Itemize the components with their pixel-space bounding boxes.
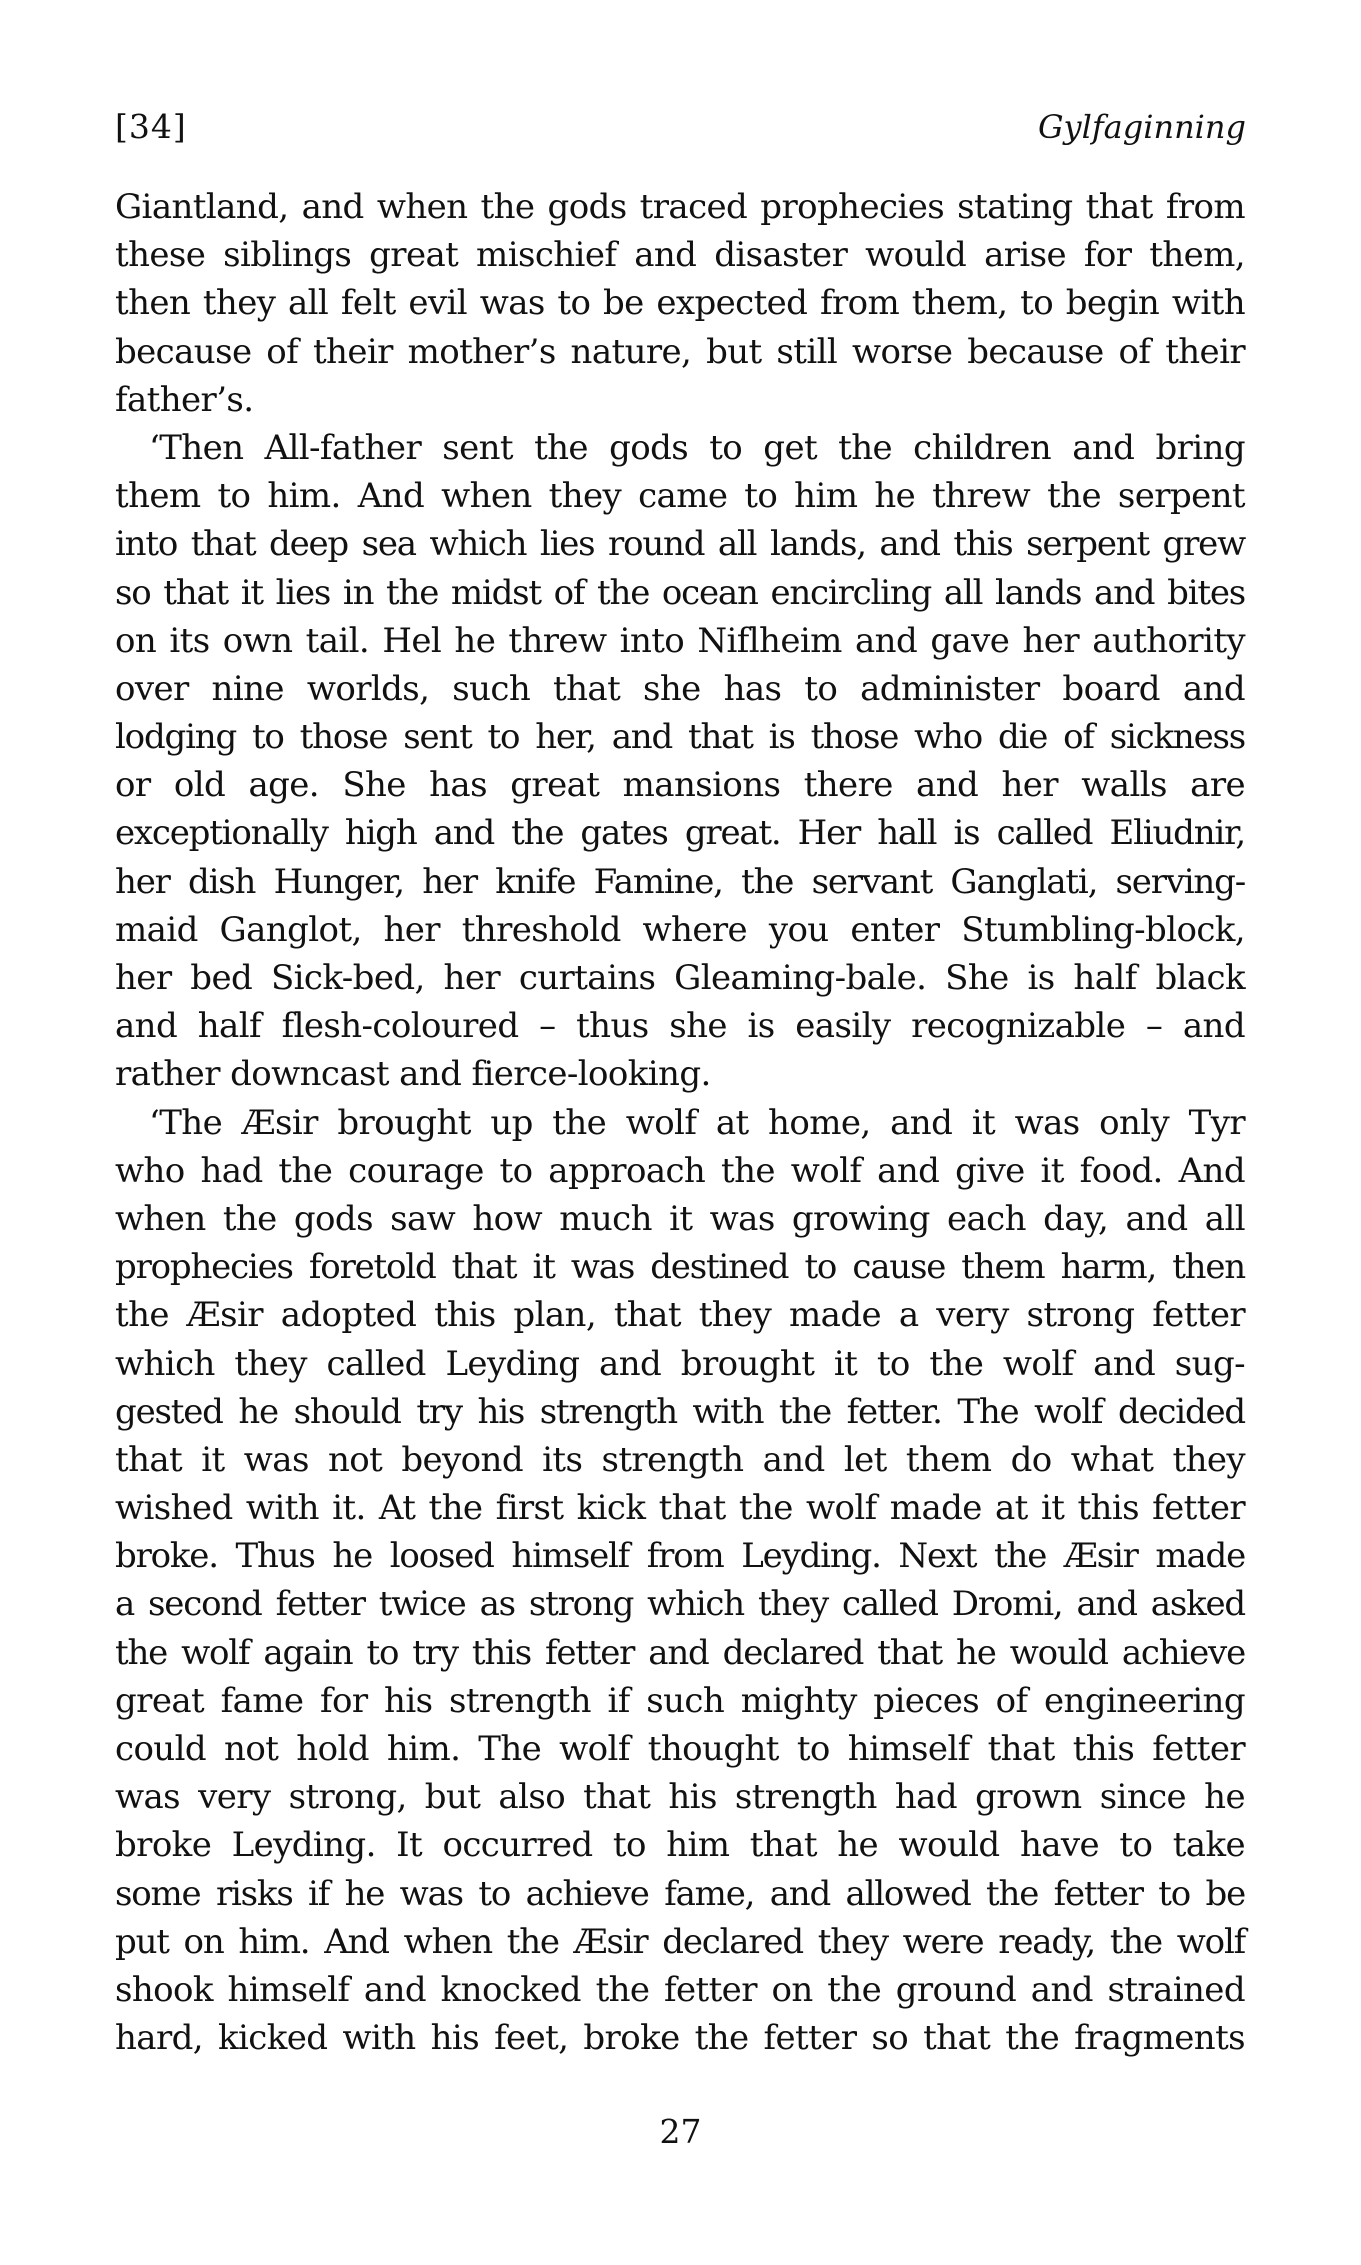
- text-line: and half flesh-coloured – thus she is easily recognizable – and: [115, 1006, 1245, 1047]
- text-line: her dish Hunger, her knife Famine, the servant Ganglati, serving-: [115, 861, 1245, 902]
- text-line: which they called Leyding and brought it to the wolf and sug-: [115, 1343, 1245, 1384]
- text-line: them to him. And when they came to him he threw the serpent: [115, 476, 1245, 517]
- page-number: 27: [659, 2112, 702, 2151]
- text-line: her bed Sick-bed, her curtains Gleaming-bale. She is half black: [115, 958, 1245, 998]
- text-line: gested he should try his strength with the fetter. The wolf decided: [115, 1391, 1245, 1432]
- body-text: [115, 183, 1245, 2062]
- text-line: shook himself and knocked the fetter on the ground and strained: [115, 1969, 1245, 2010]
- text-line: on its own tail. Hel he threw into Niflheim and gave her authority: [115, 620, 1245, 661]
- text-line: who had the courage to approach the wolf and give it food. And: [115, 1150, 1245, 1191]
- paragraph: [115, 1099, 1245, 2063]
- text-line: maid Ganglot, her threshold where you enter Stumbling-block,: [115, 909, 1245, 950]
- text-line: put on him. And when the Æsir declared they were ready, the wolf: [115, 1921, 1245, 1962]
- text-line: because of their mother’s nature, but still worse because of their: [115, 331, 1245, 372]
- text-line: the wolf again to try this fetter and declared that he would achieve: [115, 1632, 1245, 1673]
- folio-reference: [34]: [115, 107, 187, 146]
- text-line: broke. Thus he loosed himself from Leyding. Next the Æsir made: [115, 1536, 1245, 1577]
- text-line: Giantland, and when the gods traced prophecies stating that from: [115, 187, 1245, 227]
- text-line: exceptionally high and the gates great. Her hall is called Eliudnir,: [115, 813, 1245, 854]
- text-line: over nine worlds, such that she has to administer board and: [115, 668, 1245, 709]
- text-line: a second fetter twice as strong which they called Dromi, and asked: [115, 1584, 1245, 1625]
- paragraph: [115, 183, 1245, 424]
- text-line: ‘Then All-father sent the gods to get the children and bring: [149, 427, 1245, 468]
- text-line: some risks if he was to achieve fame, and allowed the fetter to be: [115, 1873, 1245, 1914]
- text-line: or old age. She has great mansions there and her walls are: [115, 765, 1245, 806]
- text-line: lodging to those sent to her, and that is those who die of sickness: [115, 717, 1245, 758]
- text-line: great fame for his strength if such mighty pieces of engineering: [115, 1680, 1245, 1721]
- text-line: hard, kicked with his feet, broke the fetter so that the fragments: [115, 2018, 1245, 2059]
- text-line: was very strong, but also that his strength had grown since he: [115, 1777, 1245, 1818]
- paragraph: [115, 424, 1245, 1099]
- text-line: these siblings great mischief and disaster would arise for them,: [115, 235, 1245, 276]
- running-title: Gylfaginning: [1037, 108, 1246, 146]
- text-line: broke Leyding. It occurred to him that he would have to take: [115, 1825, 1245, 1866]
- text-line: could not hold him. The wolf thought to himself that this fetter: [115, 1729, 1245, 1769]
- text-line: the Æsir adopted this plan, that they made a very strong fetter: [115, 1295, 1245, 1336]
- text-line: rather downcast and fierce-looking.: [115, 1054, 711, 1095]
- text-line: so that it lies in the midst of the ocean encircling all lands and bites: [115, 572, 1245, 613]
- text-line: prophecies foretold that it was destined to cause them harm, then: [115, 1247, 1245, 1288]
- text-line: when the gods saw how much it was growing each day, and all: [115, 1198, 1245, 1239]
- page-header: [115, 103, 1246, 163]
- text-line: father’s.: [115, 379, 254, 420]
- text-line: that it was not beyond its strength and let them do what they: [115, 1439, 1245, 1480]
- text-line: wished with it. At the first kick that the wolf made at it this fetter: [115, 1488, 1245, 1529]
- text-line: ‘The Æsir brought up the wolf at home, and it was only Tyr: [149, 1102, 1245, 1143]
- text-line: into that deep sea which lies round all lands, and this serpent grew: [115, 524, 1245, 565]
- text-line: then they all felt evil was to be expected from them, to begin with: [115, 283, 1245, 324]
